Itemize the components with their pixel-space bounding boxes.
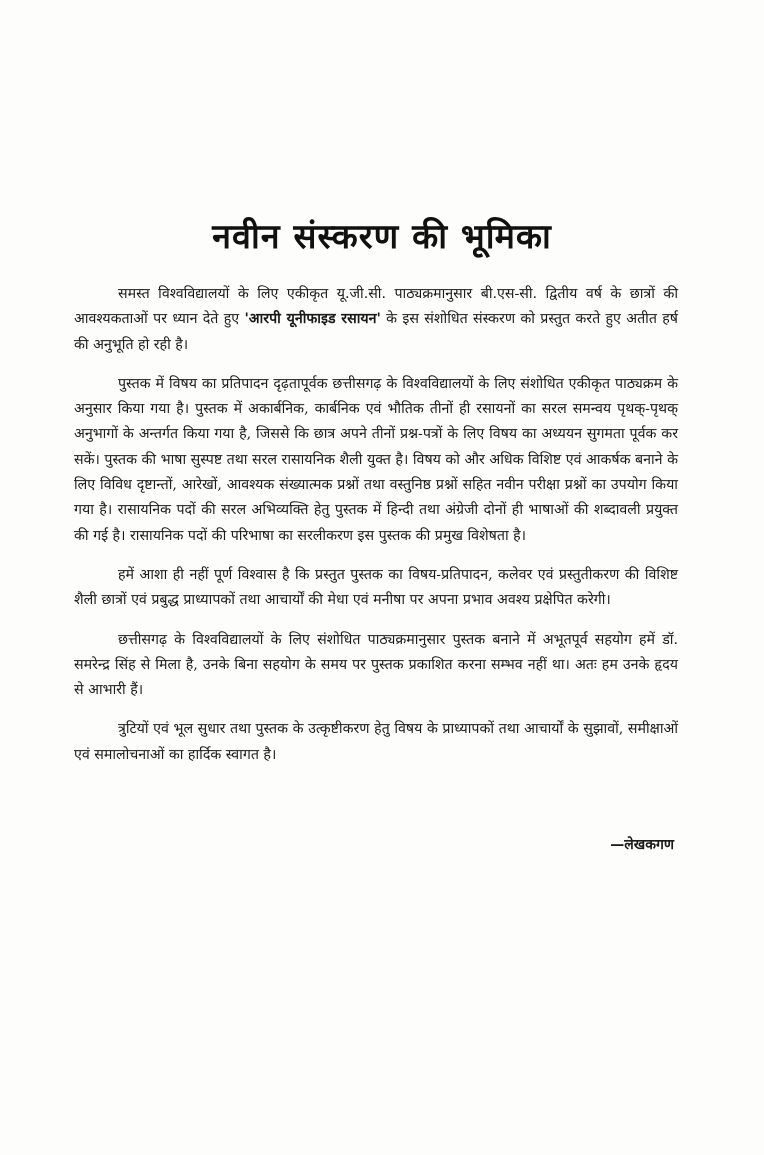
book-name: 'आरपी यूनीफाइड रसायन' (244, 311, 381, 328)
paragraph-4: छत्तीसगढ़ के विश्वविद्यालयों के लिए संशोधित पाठ्यक्रमानुसार पुस्तक बनाने में अभूतपूर्व सहयोग हमें डॉ. समरेन्द्र सिंह से मिला है, उनके बिना सहयोग के समय पर पुस्तक प्रकाशित करना सम्भव नहीं था। अतः हम उनके हृदय से आभारी हैं। (74, 631, 678, 699)
preface-body (74, 282, 678, 782)
paragraph-1-part-a: समस्त विश्वविद्यालयों के लिए एकीकृत यू.जी.सी. पाठ्यक्रमानुसार बी.एस-सी. द्वितीय वर्ष के छात्रों की आवश्यकताओं पर ध्यान देते हुए (74, 286, 678, 328)
paragraph-5: त्रुटियों एवं भूल सुधार तथा पुस्तक के उत्कृष्टीकरण हेतु विषय के प्राध्यापकों तथा आचार्यों के सुझावों, समीक्षाओं एवं समालोचनाओं का हार्दिक स्वागत है। (74, 721, 678, 763)
paragraph-1 (74, 282, 678, 358)
signature: —लेखकगण (610, 837, 674, 853)
paragraph-2: पुस्तक में विषय का प्रतिपादन दृढ़तापूर्वक छत्तीसगढ़ के विश्वविद्यालयों के लिए संशोधित एकीकृत पाठ्यक्रम के अनुसार किया गया है। पुस्तक में अकार्बनिक, कार्बनिक एवं भौतिक तीनों ही रसायनों का सरल समन्वय पृथक्-पृथक् अनुभागों के अन्तर्गत किया गया है, जिससे कि छात्र अपने तीनों प्रश्न-पत्रों के लिए विषय का अध्ययन सुगमता पूर्वक कर सकें। पुस्तक की भाषा सुस्पष्ट तथा सरल रासायनिक शैली युक्त है। विषय को और अधिक विशिष्ट एवं आकर्षक बनाने के लिए विविध दृष्टान्तों, आरेखों, आवश्यक संख्यात्मक प्रश्नों तथा वस्तुनिष्ठ प्रश्नों सहित नवीन परीक्षा प्रश्नों का उपयोग किया गया है। रासायनिक पदों की सरल अभिव्यक्ति हेतु पुस्तक में हिन्दी तथा अंग्रेजी दोनों ही भाषाओं की शब्दावली प्रयुक्त की गई है। रासायनिक पदों की परिभाषा का सरलीकरण इस पुस्तक की प्रमुख विशेषता है। (74, 375, 678, 544)
paragraph-3: हमें आशा ही नहीं पूर्ण विश्वास है कि प्रस्तुत पुस्तक का विषय-प्रतिपादन, कलेवर एवं प्रस्तुतीकरण की विशिष्ट शैली छात्रों एवं प्रबुद्ध प्राध्यापकों तथा आचार्यों की मेधा एवं मनीषा पर अपना प्रभाव अवश्य प्रक्षेपित करेगी। (74, 566, 678, 609)
page-title: नवीन संस्करण की भूमिका (212, 217, 552, 257)
paragraph-1-part-b: के इस संशोधित संस्करण को प्रस्तुत करते हुए अतीत हर्ष की अनुभूति हो रही है। (74, 311, 678, 353)
